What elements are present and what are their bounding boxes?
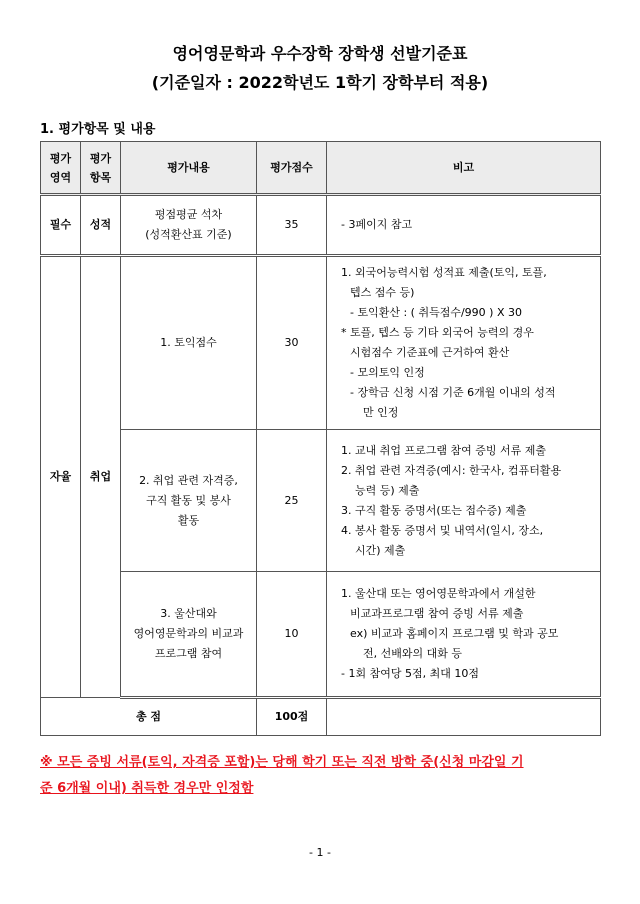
cell-score-certificate: 25 xyxy=(257,430,327,572)
cell-note-toeic: 1. 외국어능력시험 성적표 제출(토익, 토플, 텝스 점수 등) - 토익환산 : ( 취득점수/990 ) X 30 * 토플, 텝스 등 기타 외국어 능력의 경우 시험점수 기준표에 근거하여 환산 - 모의토익 인정 - 장학금 신청 시점 기준 6개월 이내의 성적 만 인정 xyxy=(327,256,601,430)
header-item: 평가 항목 xyxy=(81,142,121,195)
table-row-required xyxy=(41,195,601,256)
cell-item-grade: 성적 xyxy=(81,195,121,256)
evaluation-table xyxy=(40,141,601,736)
header-area: 평가 영역 xyxy=(41,142,81,195)
header-content: 평가내용 xyxy=(121,142,257,195)
table-row-program xyxy=(41,572,601,698)
table-row-total xyxy=(41,698,601,736)
section-heading: 1. 평가항목 및 내용 xyxy=(40,122,156,137)
cell-total-score: 100점 xyxy=(257,698,327,736)
cell-area-required: 필수 xyxy=(41,195,81,256)
cell-total-note xyxy=(327,698,601,736)
header-score: 평가점수 xyxy=(257,142,327,195)
cell-content-toeic: 1. 토익점수 xyxy=(121,256,257,430)
table-header-row xyxy=(41,142,601,195)
cell-note-program: 1. 울산대 또는 영어영문학과에서 개설한 비교과프로그램 참여 증빙 서류 제출 ex) 비교과 홈페이지 프로그램 및 학과 공모 전, 선배와의 대화 등 - 1회 참여당 5점, 최대 10점 xyxy=(327,572,601,698)
cell-item-employment: 취업 xyxy=(81,256,121,698)
cell-total-label: 총 점 xyxy=(41,698,257,736)
page-number: - 1 - xyxy=(309,846,331,859)
cell-score-toeic: 30 xyxy=(257,256,327,430)
cell-note-certificate: 1. 교내 취업 프로그램 참여 증빙 서류 제출 2. 취업 관련 자격증(예시: 한국사, 컴퓨터활용 능력 등) 제출 3. 구직 활동 증명서(또는 접수증) 제출 4. 봉사 활동 증명서 및 내역서(일시, 장소, 시간) 제출 xyxy=(327,430,601,572)
cell-note-grade: - 3페이지 참고 xyxy=(327,195,601,256)
document-title: 영어영문학과 우수장학 장학생 선발기준표 xyxy=(172,44,468,63)
document-subtitle: (기준일자 : 2022학년도 1학기 장학부터 적용) xyxy=(151,73,489,92)
table-row-certificate xyxy=(41,430,601,572)
cell-score-grade: 35 xyxy=(257,195,327,256)
header-note: 비고 xyxy=(327,142,601,195)
cell-content-certificate: 2. 취업 관련 자격증, 구직 활동 및 봉사 활동 xyxy=(121,430,257,572)
footnote-warning: ※ 모든 증빙 서류(토익, 자격증 포함)는 당해 학기 또는 직전 방학 중(신청 마감일 기 준 6개월 이내) 취득한 경우만 인정함 xyxy=(40,755,524,796)
cell-content-grade: 평점평균 석차 (성적환산표 기준) xyxy=(121,195,257,256)
cell-area-optional: 자율 xyxy=(41,256,81,698)
table-row-toeic xyxy=(41,256,601,430)
cell-score-program: 10 xyxy=(257,572,327,698)
cell-content-program: 3. 울산대와 영어영문학과의 비교과 프로그램 참여 xyxy=(121,572,257,698)
